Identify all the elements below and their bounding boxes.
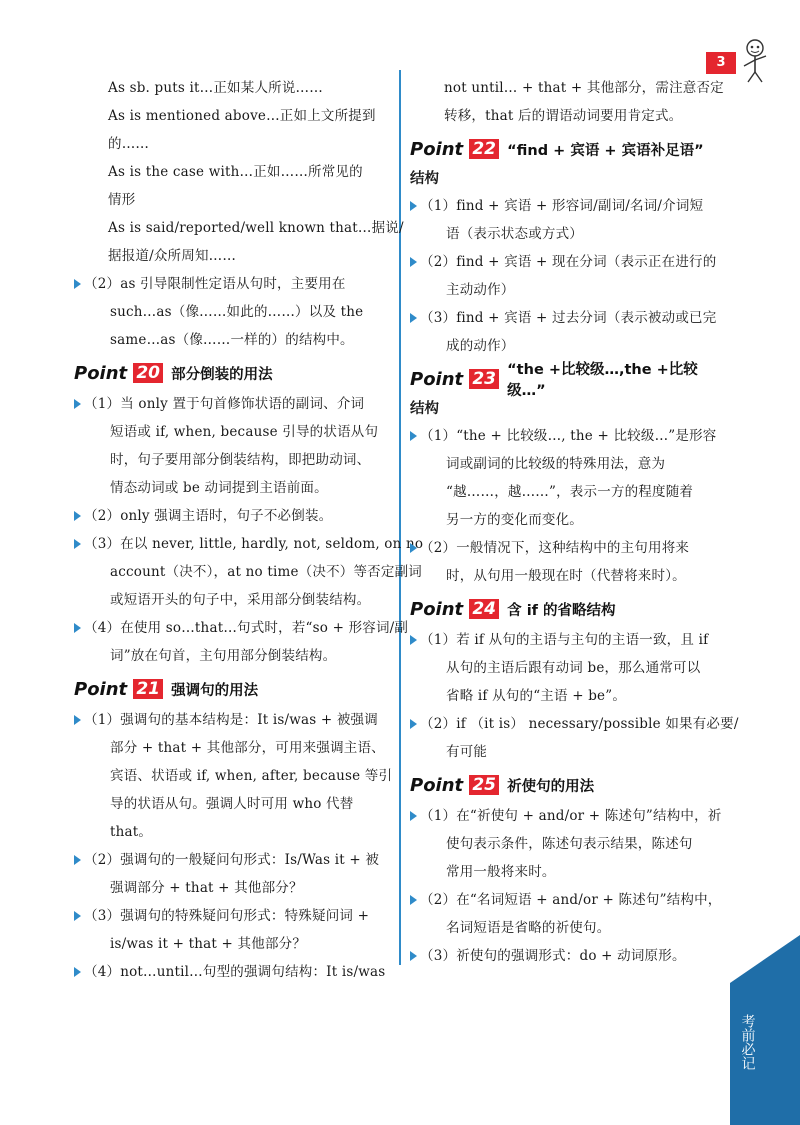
point-number-badge: 22 [469,139,499,159]
point-label: Point [410,368,464,390]
text-line: 导的状语从句。强调人时可用 who 代替 [110,796,354,812]
text-line: 情形 [108,192,136,208]
text-line: As is mentioned above…正如上文所提到 [108,108,376,124]
list-item [410,886,730,942]
text-line: As sb. puts it…正如某人所说…… [108,80,323,96]
as-phrases-list [74,74,404,270]
text-line: （1）find + 宾语 + 形容词/副词/名词/介词短 [420,198,704,214]
list-item [410,304,730,360]
bullet-arrow-icon [74,911,81,921]
section-title: “find + 宾语 + 宾语补足语” [507,142,704,159]
list-item [410,192,730,248]
text-line: （4）在使用 so…that…句式时，若“so + 形容词/副 [84,620,409,636]
section-title: 含 if 的省略结构 [507,602,616,619]
point-label: Point [410,598,464,620]
text-line: （2）强调句的一般疑问句形式：Is/Was it + 被 [84,852,380,868]
point-number-badge: 24 [469,599,499,619]
text-line: 时，句子要用部分倒装结构，即把助动词、 [110,452,371,468]
bullet-arrow-icon [74,715,81,725]
text-line: “越……，越……”，表示一方的程度随着 [446,484,694,500]
text-line: （3）find + 宾语 + 过去分词（表示被动或已完 [420,310,717,326]
bullet-arrow-icon [74,539,81,549]
text-line: not until… + that + 其他部分，需注意否定 [444,80,724,96]
list-item [74,390,394,502]
text-line: 成的动作） [446,338,515,354]
text-line: 转移，that 后的谓语动词要用肯定式。 [444,108,683,124]
text-line: （1）强调句的基本结构是：It is/was + 被强调 [84,712,378,728]
text-line: As is said/reported/well known that…据说/ [108,220,404,236]
list-item [410,802,730,886]
text-line: （2）一般情况下，这种结构中的主句用将来 [420,540,690,556]
section-heading-point-20 [74,356,394,390]
point-number-badge: 21 [133,679,163,699]
text-line: （4）not…until…句型的强调句结构：It is/was [84,964,386,980]
text-line: （3）在以 never, little, hardly, not, seldom, on no [84,536,424,552]
right-column [410,74,739,970]
point-number-badge: 23 [469,369,499,389]
left-column [74,74,424,986]
section-heading-point-25 [410,768,730,802]
bullet-arrow-icon [410,431,417,441]
bullet-arrow-icon [410,719,417,729]
text-line: 省略 if 从句的“主语 + be”。 [446,688,627,704]
text-line: （3）祈使句的强调形式：do + 动词原形。 [420,948,686,964]
point-number-badge: 20 [133,363,163,383]
text-line: 或短语开头的句子中，采用部分倒装结构。 [110,592,371,608]
bullet-arrow-icon [74,623,81,633]
list-item [410,942,730,970]
side-label [736,1014,758,1075]
bullet-arrow-icon [410,313,417,323]
list-item [74,502,394,530]
list-item [74,270,394,354]
text-line: 词”放在句首，主句用部分倒装结构。 [110,648,337,664]
text-line: 宾语、状语或 if, when, after, because 等引 [110,768,393,784]
point-label: Point [410,138,464,160]
text-line: account（决不），at no time（决不）等否定副词 [110,564,422,580]
text-line: that。 [110,824,153,840]
bullet-arrow-icon [410,635,417,645]
page-number: 3 [706,52,736,74]
bullet-arrow-icon [410,201,417,211]
column-divider [399,70,401,965]
point-number-badge: 25 [469,775,499,795]
text-line: （3）强调句的特殊疑问句形式：特殊疑问词 + [84,908,370,924]
bullet-arrow-icon [74,967,81,977]
text-line: 词或副词的比较级的特殊用法，意为 [446,456,666,472]
list-item [410,248,730,304]
text-line: （1）“the + 比较级…, the + 比较级…”是形容 [420,428,717,444]
bullet-arrow-icon [74,511,81,521]
text-line: 常用一般将来时。 [446,864,556,880]
section-heading-point-24 [410,592,730,626]
section-title: 部分倒装的用法 [171,366,273,383]
text-line: As is the case with…正如……所常见的 [108,164,363,180]
section-heading-point-21 [74,672,394,706]
section-heading-point-22 [410,132,730,166]
text-line: 使句表示条件，陈述句表示结果，陈述句 [446,836,693,852]
text-line: （2）在“名词短语 + and/or + 陈述句”结构中， [420,892,722,908]
bullet-arrow-icon [410,543,417,553]
text-line: 部分 + that + 其他部分，可用来强调主语、 [110,740,385,756]
bullet-arrow-icon [410,895,417,905]
list-item [410,534,730,590]
point-label: Point [410,774,464,796]
text-line: （1）若 if 从句的主语与主句的主语一致，且 if [420,632,709,648]
side-label-text: 考前必记 [739,1014,756,1070]
list-item [74,530,424,614]
bullet-arrow-icon [74,399,81,409]
section-title-continued: 结构 [410,401,439,417]
text-line: 有可能 [446,744,488,760]
text-line: 时，从句用一般现在时（代替将来时）。 [446,568,686,584]
list-item [74,846,394,902]
text-line: 短语或 if, when, because 引导的状语从句 [110,424,379,440]
bullet-arrow-icon [410,257,417,267]
text-line: 的…… [108,136,150,152]
text-line: （2）as 引导限制性定语从句时，主要用在 [84,276,346,292]
text-line: （2）find + 宾语 + 现在分词（表示正在进行的 [420,254,717,270]
text-line: such…as（像……如此的……）以及 the [110,304,364,320]
text-line: （2）only 强调主语时，句子不必倒装。 [84,508,333,524]
list-item [410,626,730,710]
list-item [74,706,394,846]
text-line: （1）当 only 置于句首修饰状语的副词、介词 [84,396,365,412]
list-item [74,958,394,986]
list-item [74,614,409,670]
list-item [410,422,730,534]
text-line: 从句的主语后跟有动词 be，那么通常可以 [446,660,701,676]
list-item [74,902,394,958]
text-line: （1）在“祈使句 + and/or + 陈述句”结构中，祈 [420,808,722,824]
mascot-icon [738,38,772,84]
text-line: 名词短语是省略的祈使句。 [446,920,611,936]
bullet-arrow-icon [74,279,81,289]
bullet-arrow-icon [410,811,417,821]
section-heading-point-23 [410,362,730,399]
text-line: 据报道/众所周知…… [108,248,237,264]
text-line: same…as（像……一样的）的结构中。 [110,332,354,348]
section-title-continued: 结构 [410,171,439,187]
section-title: “the +比较级…,the +比较级…” [507,362,698,399]
text-line: （2）if （it is） necessary/possible 如果有必要/ [420,716,739,732]
point-label: Point [74,678,128,700]
section-title: 祈使句的用法 [507,778,595,795]
text-line: 另一方的变化而变化。 [446,512,583,528]
point-label: Point [74,362,128,384]
list-item [410,710,739,766]
bullet-arrow-icon [410,951,417,961]
text-line: 情态动词或 be 动词提到主语前面。 [110,480,328,496]
text-line: 强调部分 + that + 其他部分？ [110,880,303,896]
section-title: 强调句的用法 [171,682,259,699]
bullet-arrow-icon [74,855,81,865]
text-line: 主动动作） [446,282,515,298]
text-line: 语（表示状态或方式） [446,226,583,242]
text-line: is/was it + that + 其他部分？ [110,936,307,952]
